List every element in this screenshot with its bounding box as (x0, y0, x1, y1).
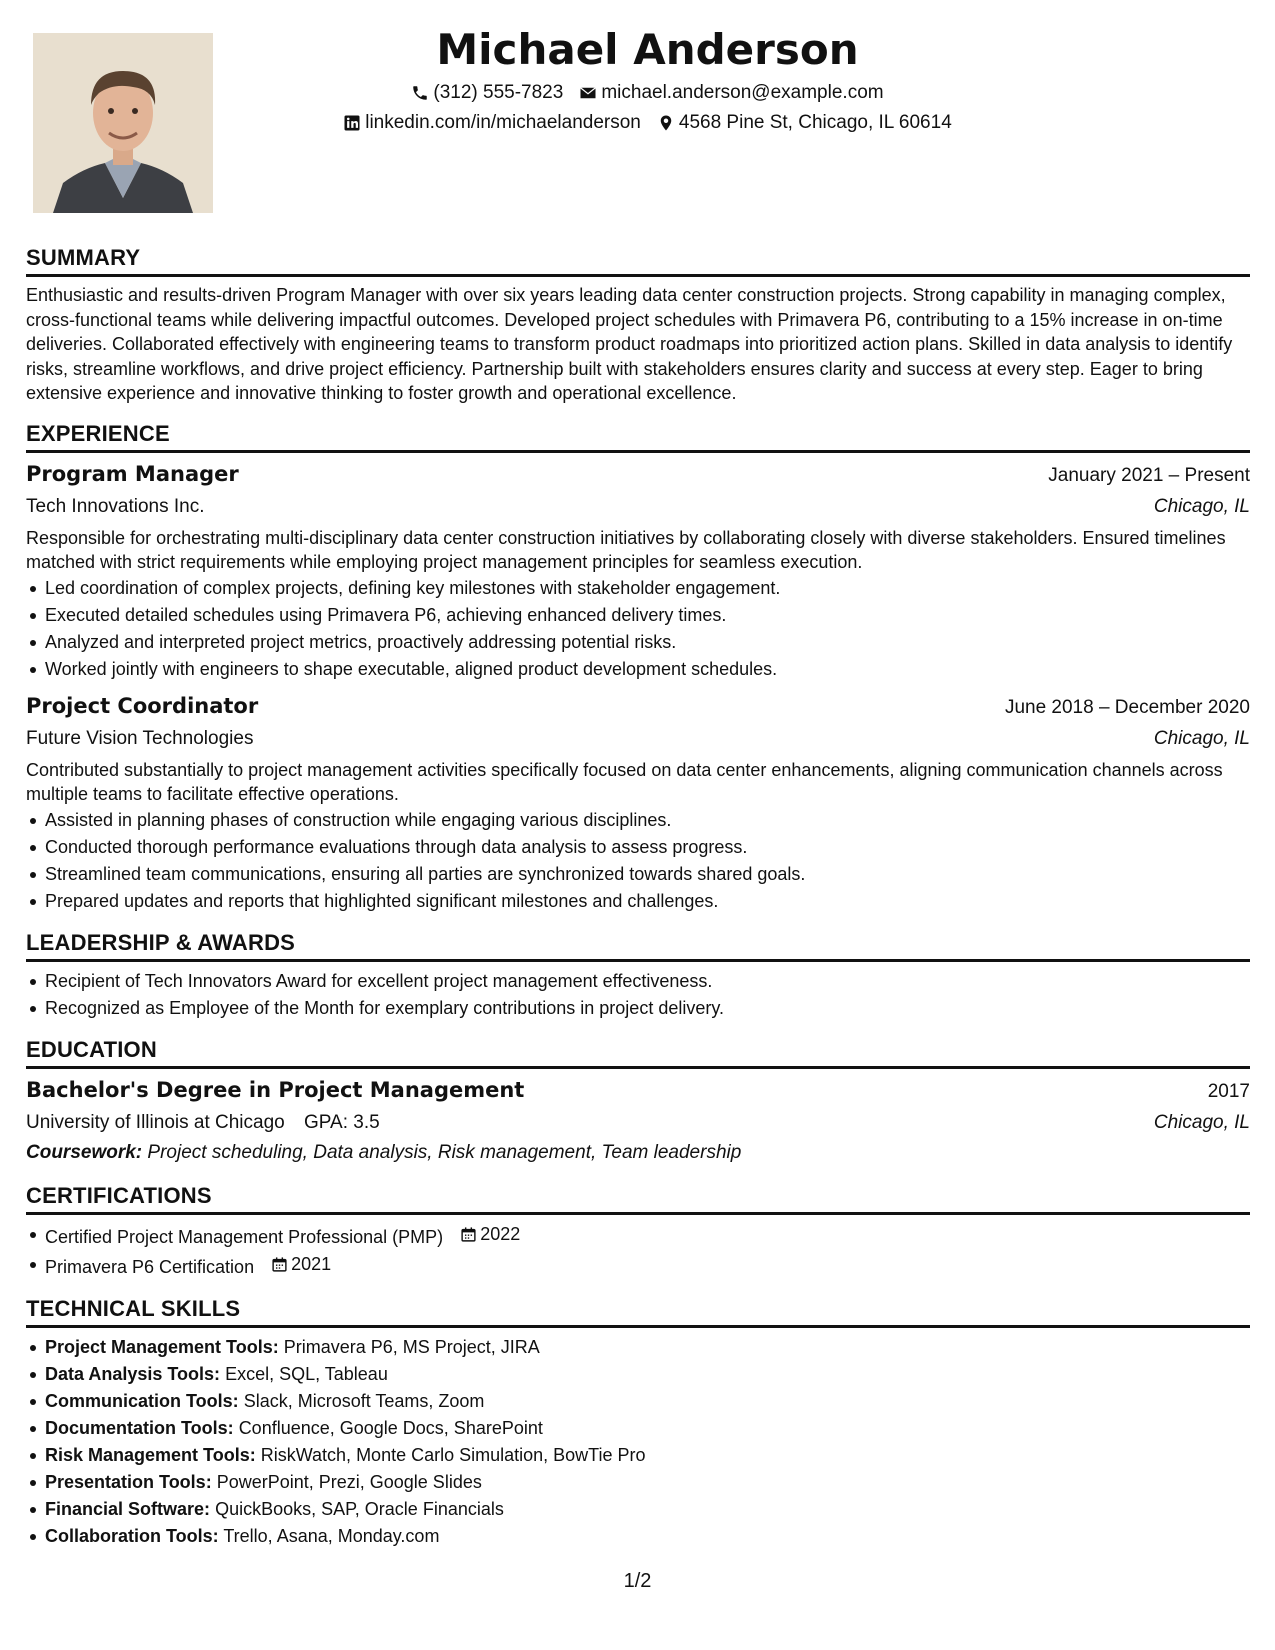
job-company: Future Vision Technologies (26, 727, 254, 749)
contact-row-primary (0, 78, 1275, 108)
list-item (26, 1415, 1250, 1442)
skill-value: QuickBooks, SAP, Oracle Financials (215, 1498, 504, 1519)
list-item (26, 1388, 1250, 1415)
skills-section (26, 1295, 1250, 1550)
phone-icon (411, 84, 429, 102)
email-contact[interactable] (579, 78, 883, 108)
phone-text: (312) 555-7823 (433, 82, 564, 103)
certification-name: Certified Project Management Professional (PMP) (45, 1226, 444, 1247)
section-title-experience: EXPERIENCE (26, 420, 1250, 453)
leadership-section (26, 929, 1250, 1022)
linkedin-text: linkedin.com/in/michaelanderson (365, 112, 641, 133)
section-title-certifications: CERTIFICATIONS (26, 1182, 1250, 1215)
skill-label: Financial Software: (45, 1498, 211, 1519)
skill-label: Data Analysis Tools: (45, 1363, 221, 1384)
school-line (26, 1107, 380, 1138)
certification-name: Primavera P6 Certification (45, 1256, 255, 1277)
job-description: Contributed substantially to project management activities specifically focused on data center enhancements, aligning communication channels across multiple teams to facilitate effective operations. (26, 759, 1223, 804)
experience-section (26, 420, 1250, 915)
job-bullets (26, 575, 1250, 683)
job-bullets (26, 807, 1250, 915)
job-title: Program Manager (26, 461, 239, 486)
coursework-list: Project scheduling, Data analysis, Risk management, Team leadership (147, 1141, 742, 1163)
degree-title: Bachelor's Degree in Project Management (26, 1077, 525, 1102)
list-item: Worked jointly with engineers to shape executable, aligned product development schedules. (26, 656, 1250, 683)
skill-label: Project Management Tools: (45, 1336, 279, 1357)
contact-row-secondary (0, 108, 1275, 138)
list-item: Recognized as Employee of the Month for exemplary contributions in project delivery. (26, 995, 1250, 1022)
list-item: Analyzed and interpreted project metrics, proactively addressing potential risks. (26, 629, 1250, 656)
map-pin-icon (657, 114, 675, 132)
list-item: Conducted thorough performance evaluations through data analysis to assess progress. (26, 834, 1250, 861)
envelope-icon (579, 84, 597, 102)
candidate-name: Michael Anderson (436, 25, 859, 74)
skill-value: Excel, SQL, Tableau (225, 1363, 388, 1384)
list-item (26, 1469, 1250, 1496)
school-location: Chicago, IL (1153, 1111, 1250, 1133)
summary-section (26, 244, 1250, 406)
address-contact (657, 108, 952, 138)
list-item (26, 1523, 1250, 1550)
skill-value: Confluence, Google Docs, SharePoint (238, 1417, 543, 1438)
certification-list (26, 1221, 1250, 1281)
calendar-icon (271, 1256, 288, 1273)
job-title: Project Coordinator (26, 693, 259, 718)
list-item: Prepared updates and reports that highlighted significant milestones and challenges. (26, 888, 1250, 915)
coursework (26, 1138, 1250, 1168)
section-title-leadership: LEADERSHIP & AWARDS (26, 929, 1250, 962)
education-section (26, 1036, 1250, 1168)
list-item (26, 1361, 1250, 1388)
linkedin-contact[interactable] (343, 108, 641, 138)
calendar-icon (460, 1226, 477, 1243)
job-dates: June 2018 – December 2020 (1004, 696, 1250, 718)
list-item: Assisted in planning phases of construction while engaging various disciplines. (26, 807, 1250, 834)
skill-label: Risk Management Tools: (45, 1444, 256, 1465)
gpa: GPA: 3.5 (304, 1111, 380, 1133)
award-list (26, 968, 1250, 1022)
list-item (26, 1442, 1250, 1469)
certifications-section (26, 1182, 1250, 1281)
skill-value: RiskWatch, Monte Carlo Simulation, BowTie Pro (260, 1444, 646, 1465)
resume-header (0, 22, 1275, 138)
list-item (26, 1221, 1250, 1251)
resume-body (26, 244, 1250, 1564)
job-location: Chicago, IL (1153, 727, 1250, 749)
phone-contact[interactable] (411, 78, 563, 108)
job-dates: January 2021 – Present (1048, 464, 1250, 486)
email-text: michael.anderson@example.com (601, 82, 884, 103)
list-item (26, 1251, 1250, 1281)
job-location: Chicago, IL (1153, 495, 1250, 517)
summary-text: Enthusiastic and results-driven Program Manager with over six years leading data center construction projects. Strong capability in managing complex, cross-functional teams while delivering impactful outcomes. Developed project schedules with Primavera P6, contributing to a 15% increase in on-time deliveries. Collaborated effectively with engineering teams to transform product roadmaps into prioritized action plans. Skilled in data analysis to identify risks, streamline workflows, and drive project efficiency. Partnership built with stakeholders ensures clarity and success at every step. Eager to bring extensive experience and innovative thinking to foster growth and operational excellence. (26, 285, 1233, 403)
skill-label: Collaboration Tools: (45, 1525, 219, 1546)
graduation-year: 2017 (1207, 1080, 1250, 1102)
section-title-summary: SUMMARY (26, 244, 1250, 277)
page-number: 1/2 (623, 1570, 652, 1592)
coursework-label: Coursework: (26, 1141, 143, 1163)
school-name: University of Illinois at Chicago (26, 1111, 285, 1133)
section-title-skills: TECHNICAL SKILLS (26, 1295, 1250, 1328)
list-item (26, 1334, 1250, 1361)
skill-label: Presentation Tools: (45, 1471, 212, 1492)
job-entry (26, 459, 1250, 683)
certification-year-wrap (271, 1251, 331, 1278)
list-item (26, 1496, 1250, 1523)
skill-value: Slack, Microsoft Teams, Zoom (243, 1390, 485, 1411)
job-description: Responsible for orchestrating multi-disciplinary data center construction initiatives by collaborating closely with diverse stakeholders. Ensured timelines matched with strict requirements while employing project management principles for seamless execution. (26, 527, 1226, 572)
skills-list (26, 1334, 1250, 1550)
list-item: Recipient of Tech Innovators Award for excellent project management effectiveness. (26, 968, 1250, 995)
job-entry (26, 691, 1250, 915)
linkedin-icon (343, 114, 361, 132)
list-item: Led coordination of complex projects, defining key milestones with stakeholder engagement. (26, 575, 1250, 602)
skill-label: Documentation Tools: (45, 1417, 234, 1438)
address-text: 4568 Pine St, Chicago, IL 60614 (678, 112, 952, 133)
skill-value: PowerPoint, Prezi, Google Slides (216, 1471, 482, 1492)
list-item: Streamlined team communications, ensuring all parties are synchronized towards shared goals. (26, 861, 1250, 888)
certification-year: 2022 (480, 1223, 521, 1244)
skill-value: Primavera P6, MS Project, JIRA (283, 1336, 540, 1357)
list-item: Executed detailed schedules using Primavera P6, achieving enhanced delivery times. (26, 602, 1250, 629)
certification-year-wrap (460, 1221, 520, 1248)
certification-year: 2021 (291, 1253, 332, 1274)
job-company: Tech Innovations Inc. (26, 495, 205, 517)
skill-value: Trello, Asana, Monday.com (223, 1525, 440, 1546)
section-title-education: EDUCATION (26, 1036, 1250, 1069)
skill-label: Communication Tools: (45, 1390, 239, 1411)
